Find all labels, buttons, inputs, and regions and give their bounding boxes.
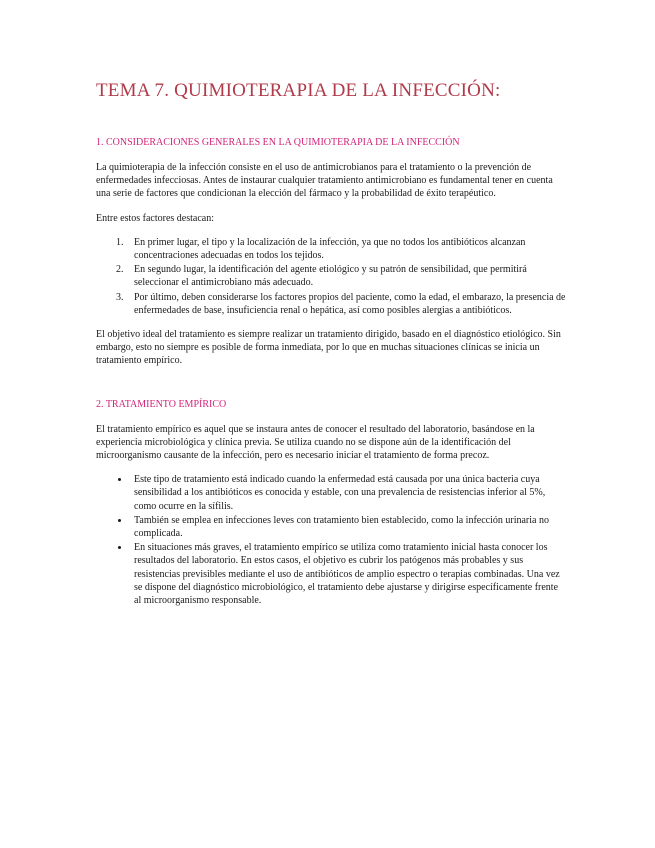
list-marker: 3. xyxy=(116,291,124,303)
bullet-icon xyxy=(118,546,121,549)
empirico-bullet-list xyxy=(96,473,567,607)
list-item xyxy=(96,541,567,607)
paragraph-closing: El objetivo ideal del tratamiento es siempre realizar un tratamiento dirigido, basado en el diagnóstico etiológico. Sin embargo, esto no siempre es posible de forma inmediata, por lo que en muchas situaciones clínicas se inicia un tratamiento empírico. xyxy=(96,329,561,367)
bullet-icon xyxy=(118,478,121,481)
list-marker: 2. xyxy=(116,264,124,276)
list-item xyxy=(96,291,567,317)
paragraph-empirico-intro: El tratamiento empírico es aquel que se instaura antes de conocer el resultado del laboratorio, basándose en la experiencia microbiológica y clínica previa. Se utiliza cuando no se dispone aún de la identificación del microorganismo causante de la infección, pero es necesario iniciar el tratamiento de forma precoz. xyxy=(96,423,535,462)
list-item xyxy=(96,514,567,540)
paragraph-lead: Entre estos factores destacan: xyxy=(96,212,215,224)
list-item-text: Por último, deben considerarse los factores propios del paciente, como la edad, el embarazo, la presencia de enfermedades de base, insuficiencia renal o hepática, así como posibles alergias a antibióticos. xyxy=(134,291,566,316)
list-item-text: En situaciones más graves, el tratamiento empírico se utiliza como tratamiento inicial hasta conocer los resultados del laboratorio. En estos casos, el objetivo es cubrir los patógenos más probables y sus resistencias previsibles mediante el uso de antibióticos de amplio espectro o terapias combinadas. Una vez se dispone del diagnóstico microbiológico, el tratamiento debe ajustarse y dirigirse específicamente frente al microorganismo responsable. xyxy=(134,542,560,607)
list-marker: 1. xyxy=(116,236,124,248)
list-item-text: En primer lugar, el tipo y la localización de la infección, ya que no todos los antibióticos alcanzan concentraciones adecuadas en todos los tejidos. xyxy=(134,236,526,262)
document-title: TEMA 7. QUIMIOTERAPIA DE LA INFECCIÓN: xyxy=(96,80,501,101)
list-item-text: En segundo lugar, la identificación del agente etiológico y su patrón de sensibilidad, que permitirá seleccionar el antimicrobiano más adecuado. xyxy=(134,264,527,289)
list-item xyxy=(96,236,567,262)
factors-list xyxy=(96,236,567,317)
list-item xyxy=(96,263,567,289)
section-heading-consideraciones: 1. CONSIDERACIONES GENERALES EN LA QUIMIOTERAPIA DE LA INFECCIÓN xyxy=(96,137,460,148)
list-item-text: Este tipo de tratamiento está indicado cuando la enfermedad está causada por una única bacteria cuya sensibilidad a los antibióticos es conocida y estable, con una prevalencia de resistencias inferior al 5%, como ocurre en la sífilis. xyxy=(134,474,546,512)
section-heading-tratamiento-empirico: 2. TRATAMIENTO EMPÍRICO xyxy=(96,398,227,410)
list-item xyxy=(96,473,567,513)
paragraph-intro: La quimioterapia de la infección consiste en el uso de antimicrobianos para el tratamiento o la prevención de enfermedades infecciosas. Antes de instaurar cualquier tratamiento antimicrobiano es fundamental tener en cuenta una serie de factores que condicionan la elección del fármaco y la probabilidad de éxito terapéutico. xyxy=(96,162,553,200)
bullet-icon xyxy=(118,519,121,522)
list-item-text: También se emplea en infecciones leves con tratamiento bien establecido, como la infección urinaria no complicada. xyxy=(134,514,549,540)
